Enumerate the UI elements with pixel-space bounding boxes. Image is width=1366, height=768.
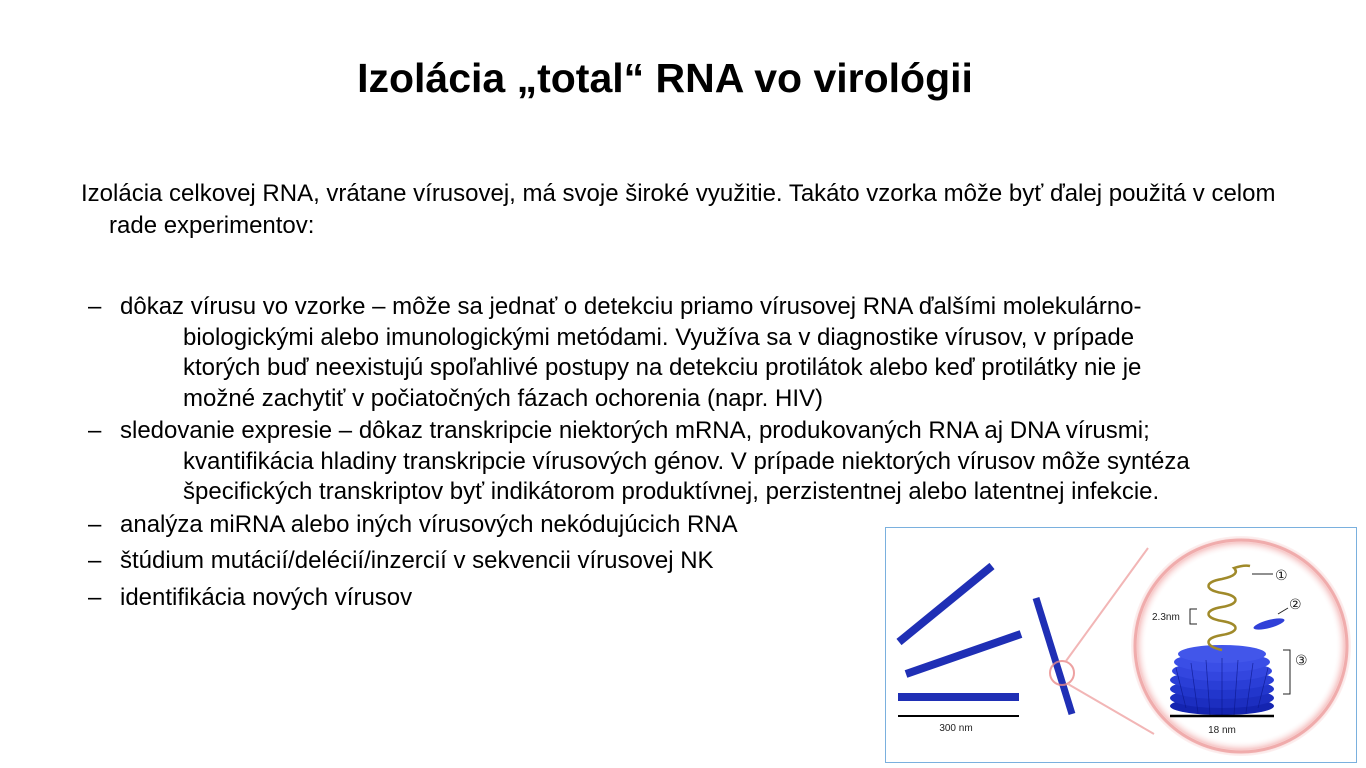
bullet-text: identifikácia nových vírusov	[120, 583, 413, 611]
slide-title: Izolácia „total“ RNA vo virológii	[357, 55, 973, 101]
virus-figure-svg	[886, 528, 1355, 761]
magnified-view	[1131, 536, 1351, 756]
callout-2: ②	[1289, 597, 1302, 613]
bullet-item	[88, 416, 1218, 508]
intro-paragraph: Izolácia celkovej RNA, vrátane vírusovej, má svoje široké využitie. Takáto vzorka môže byť ďalej použitá v celom rade experimentov:	[81, 180, 1276, 239]
spacing-label: 2.3nm	[1152, 612, 1180, 623]
bullet-dash: –	[88, 510, 102, 538]
virus-rod	[1036, 598, 1072, 714]
scale-label-left: 300 nm	[939, 723, 973, 734]
virus-rods	[898, 566, 1072, 714]
bullet-item	[88, 292, 1218, 414]
bullet-text: dôkaz vírusu vo vzorke – môže sa jednať o detekciu priamo vírusovej RNA ďalšími molekulárno-biologickými alebo imunologickými metódami. Využíva sa v diagnostike vírusov, v prípade ktorých buď neexistujú spoľahlivé postupy na detekciu protilátok alebo keď protilátky nie je možné zachytiť v počiatočných fázach ochorenia (napr. HIV)	[120, 293, 1142, 412]
scale-label-right: 18 nm	[1208, 725, 1236, 736]
virus-structure-figure	[885, 527, 1357, 763]
callout-1: ①	[1275, 568, 1288, 584]
virus-rod	[899, 566, 992, 642]
bullet-dash: –	[88, 547, 102, 574]
bullet-dash: –	[88, 583, 102, 611]
callout-3: ③	[1295, 653, 1308, 669]
bullet-dash: –	[88, 293, 102, 320]
bullet-text: štúdium mutácií/delécií/inzercií v sekvencii vírusovej NK	[120, 547, 714, 574]
bullet-dash: –	[88, 417, 102, 444]
bullet-text: sledovanie expresie – dôkaz transkripcie niektorých mRNA, produkovaných RNA aj DNA vírusmi; kvantifikácia hladiny transkripcie vírusových génov. V prípade niektorých vírusov môže syntéza špecifických transkriptov byť indikátorom produktívnej, perzistentnej alebo latentnej infekcie.	[120, 417, 1190, 505]
virus-rod	[906, 634, 1021, 674]
bullet-text: analýza miRNA alebo iných vírusových nekódujúcich RNA	[120, 510, 738, 538]
